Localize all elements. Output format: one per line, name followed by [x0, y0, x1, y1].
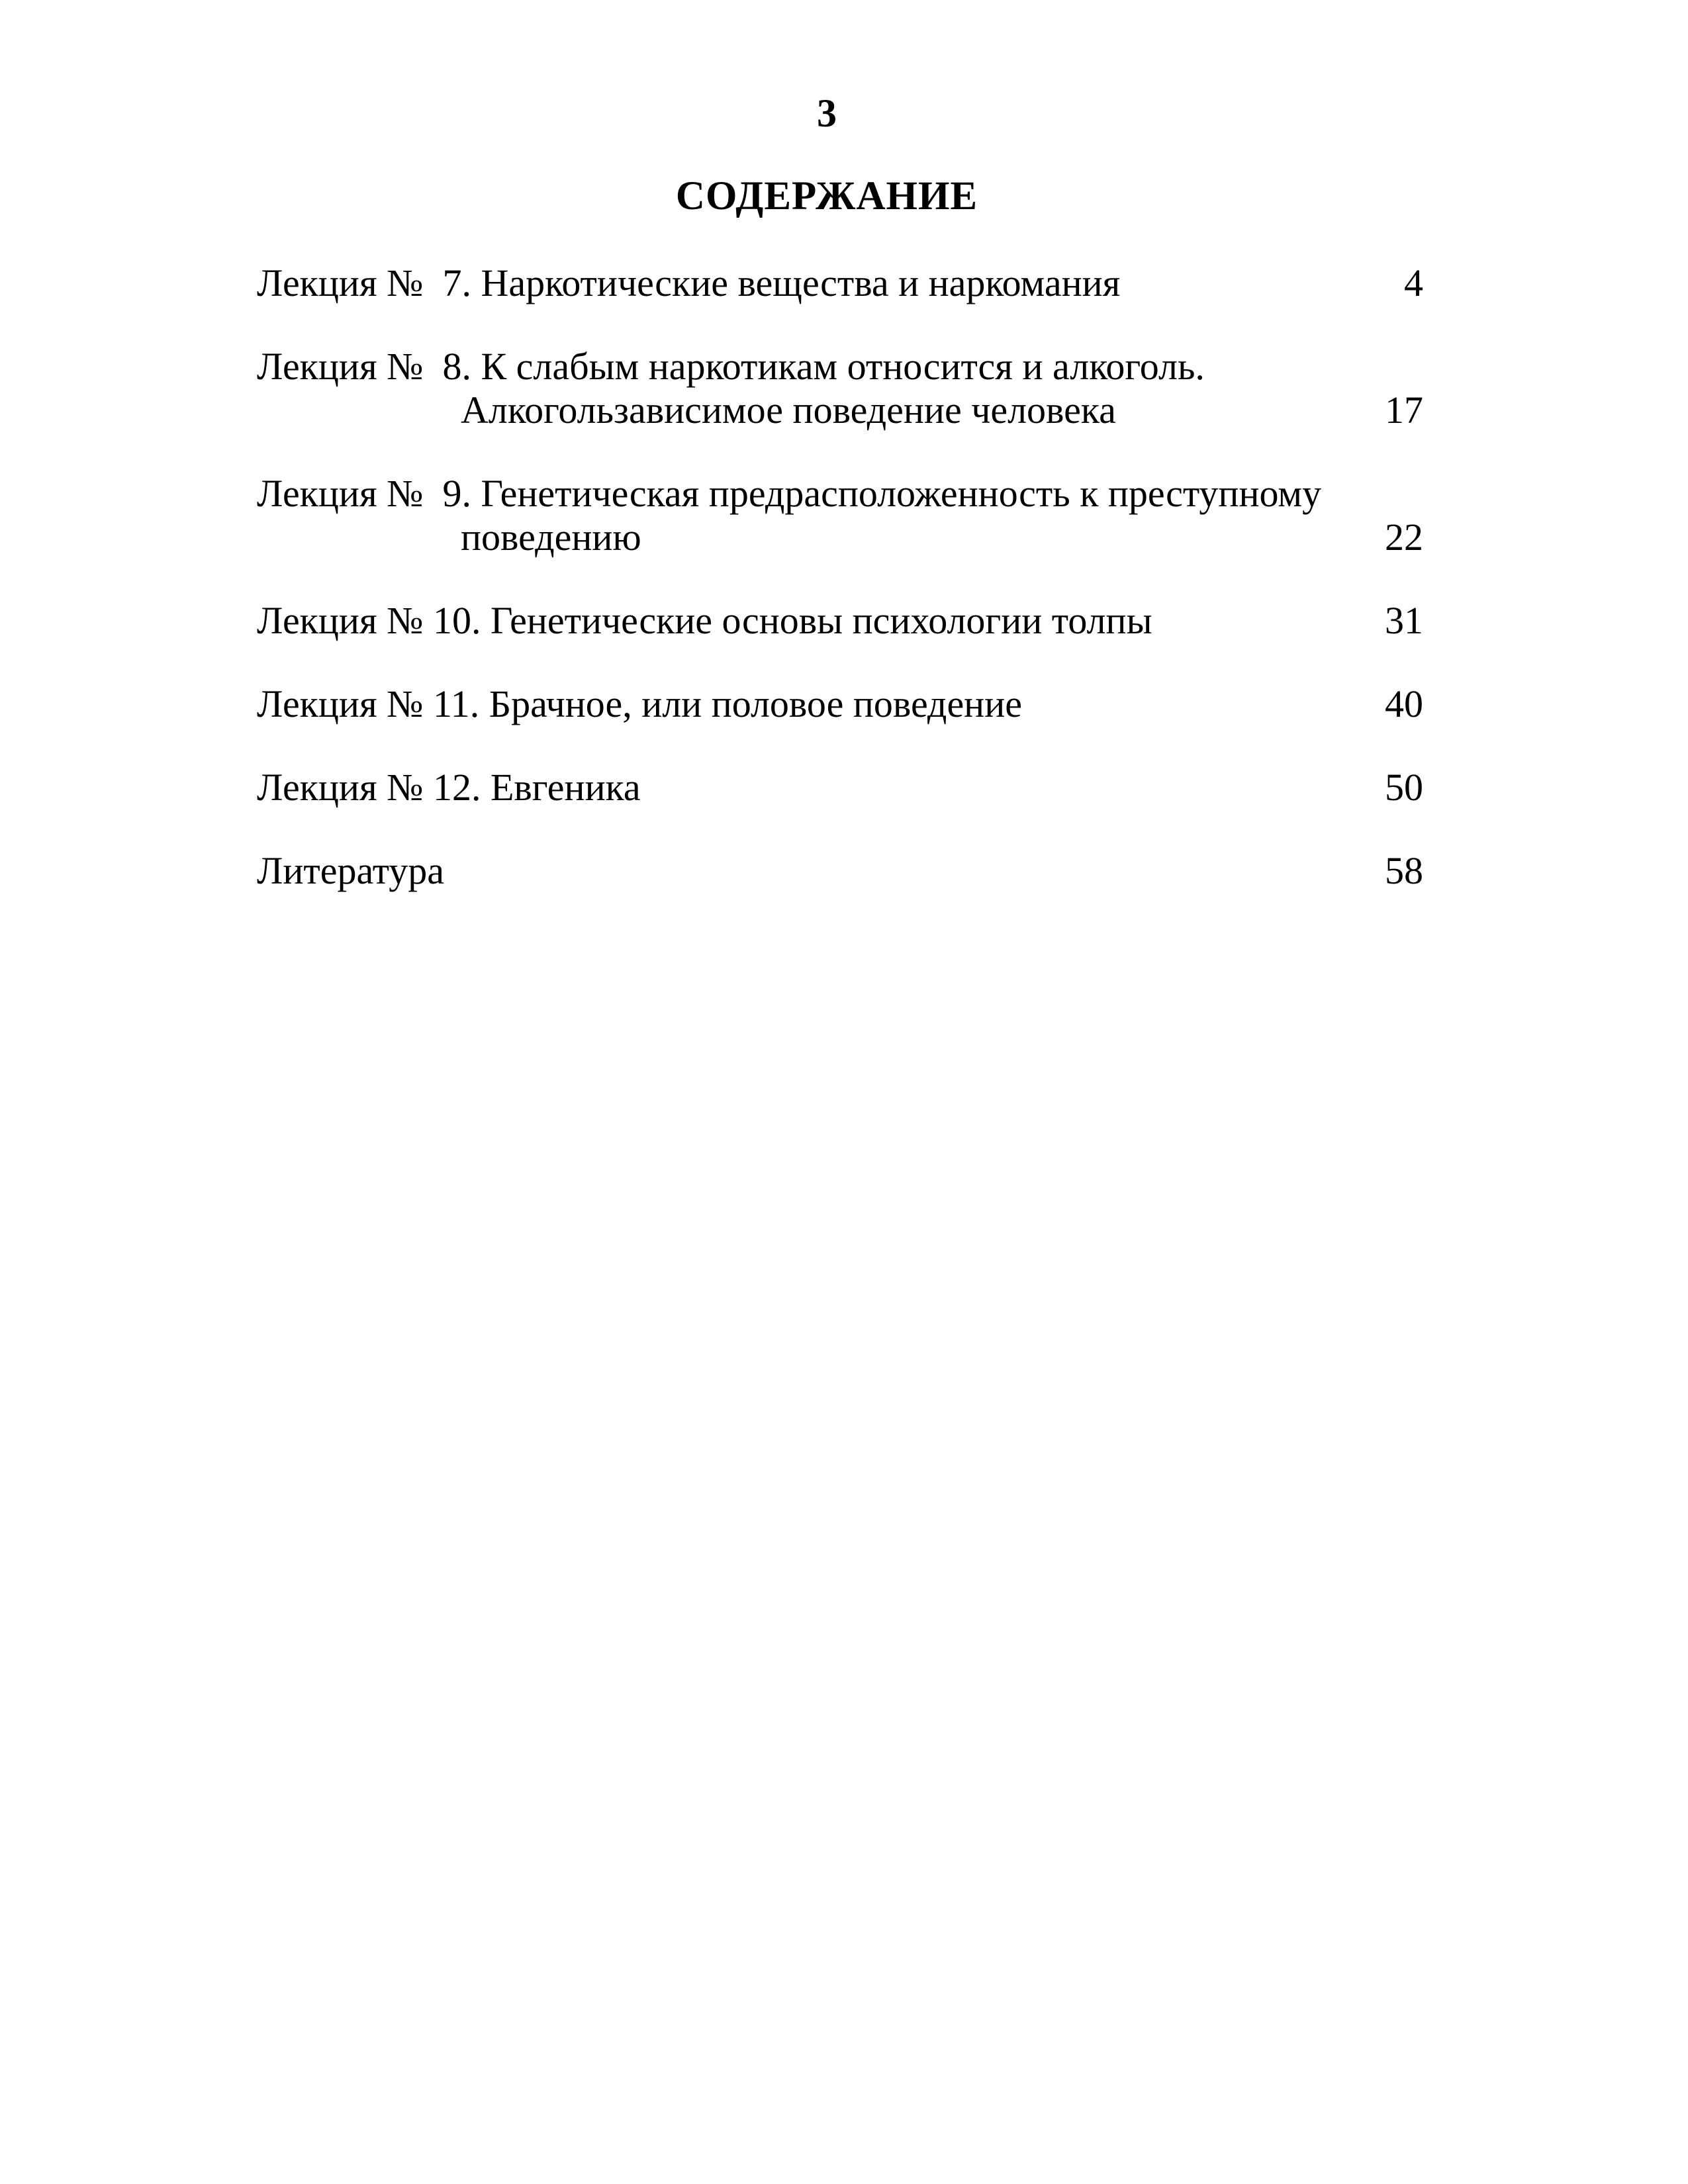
toc-entry	[257, 345, 1423, 432]
toc-entry-title	[257, 599, 1350, 643]
toc-entry-line: Лекция № 7. Наркотические вещества и наркомания	[257, 261, 1121, 304]
page-number: 3	[817, 91, 837, 135]
toc-entry-title	[257, 849, 1350, 893]
toc-entry-title	[257, 345, 1350, 432]
toc-entry-page: 4	[1404, 261, 1423, 304]
toc-entry-title	[257, 472, 1350, 559]
toc-entry-line: Алкогользависимое поведение человека	[461, 388, 1116, 432]
toc-entry-page: 50	[1385, 766, 1423, 809]
toc-entry-line: Лекция № 9. Генетическая предрасположенность к преступному	[257, 472, 1322, 515]
toc-entry	[257, 472, 1423, 559]
toc-entry	[257, 599, 1423, 643]
toc-entry-line: поведению	[461, 516, 641, 559]
toc-list	[257, 261, 1423, 933]
toc-entry-page: 17	[1385, 388, 1423, 432]
toc-entry-line: Литература	[257, 849, 445, 892]
toc-entry	[257, 766, 1423, 809]
toc-entry-line: Лекция № 10. Генетические основы психологии толпы	[257, 599, 1152, 642]
toc-entry-page: 40	[1385, 682, 1423, 725]
toc-entry-page: 31	[1385, 599, 1423, 642]
toc-entry-line: Лекция № 12. Евгеника	[257, 766, 641, 809]
toc-entry	[257, 261, 1423, 305]
toc-entry	[257, 682, 1423, 726]
toc-heading: СОДЕРЖАНИЕ	[675, 174, 978, 218]
toc-entry-title	[257, 766, 1350, 809]
toc-entry	[257, 849, 1423, 893]
toc-entry-title	[257, 261, 1350, 305]
toc-entry-title	[257, 682, 1350, 726]
toc-entry-page: 58	[1385, 849, 1423, 892]
toc-entry-line: Лекция № 8. К слабым наркотикам относится и алкоголь.	[257, 345, 1205, 388]
toc-entry-line: Лекция № 11. Брачное, или половое поведение	[257, 682, 1023, 725]
toc-entry-page: 22	[1385, 516, 1423, 559]
